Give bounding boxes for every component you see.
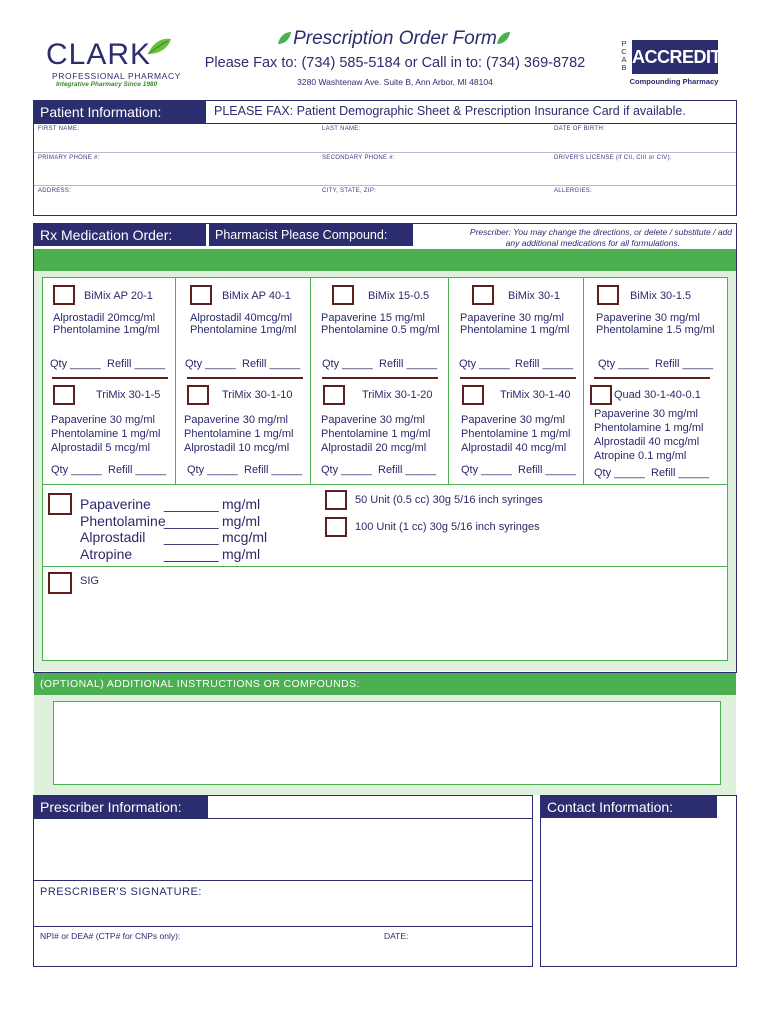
pharmacy-address: 3280 Washtenaw Ave. Suite B, Ann Arbor, MI 48104 — [297, 77, 493, 87]
accredited-badge: ACCREDITED — [632, 40, 718, 74]
dob-label: DATE OF BIRTH: — [554, 126, 605, 132]
qty-field[interactable]: Qty _____ — [321, 464, 372, 476]
allergies-label: ALLERGIES: — [554, 188, 593, 194]
fax-call-line: Please Fax to: (734) 585-5184 or Call in to: (734) 369-8782 — [204, 55, 586, 71]
custom-mix-names — [80, 496, 166, 562]
secondary-phone-label: SECONDARY PHONE #: — [322, 155, 395, 161]
med-checkbox[interactable] — [597, 285, 619, 305]
prescriber-note-1: Prescriber: You may change the directions, or delete / substitute / add — [469, 227, 732, 237]
med-title: TriMix 30-1-10 — [222, 389, 293, 401]
med-ingredient: Phentolamine 1 mg/ml — [184, 428, 294, 440]
logo-tagline: Integrative Pharmacy Since 1980 — [56, 81, 158, 88]
npi-dea-label: NPI# or DEA# (CTP# for CNPs only): — [40, 931, 181, 941]
sig-checkbox[interactable] — [48, 572, 72, 594]
med-title: BiMix 30-1.5 — [630, 290, 692, 302]
med-ingredient: Phentolamine 1 mg/ml — [461, 428, 571, 440]
rx-green-band — [34, 249, 736, 271]
logo-subtitle: PROFESSIONAL PHARMACY — [52, 71, 181, 81]
med-title: TriMix 30-1-5 — [96, 389, 161, 401]
optional-instructions-input[interactable] — [53, 701, 721, 785]
custom-ingredient-name: Alprostadil — [80, 529, 146, 545]
med-ingredient: Papaverine 30 mg/ml — [460, 312, 564, 324]
custom-unit: mg/ml — [222, 512, 261, 529]
contact-info-input[interactable] — [543, 820, 735, 964]
signature-label: PRESCRIBER'S SIGNATURE: — [40, 886, 202, 898]
med-title: TriMix 30-1-20 — [362, 389, 433, 401]
qty-field[interactable]: Qty _____ — [461, 464, 512, 476]
med-checkbox[interactable] — [53, 285, 75, 305]
custom-ingredient-name: Papaverine — [80, 496, 151, 512]
contact-section-label: Contact Information: — [541, 796, 717, 818]
med-ingredient: Phentolamine 1 mg/ml — [460, 324, 570, 336]
med-ingredient: Papaverine 30 mg/ml — [321, 414, 425, 426]
refill-field[interactable]: Refill _____ — [515, 358, 574, 370]
med-checkbox[interactable] — [590, 385, 612, 405]
prescriber-note-2: any additional medications for all formulations. — [505, 238, 680, 248]
med-ingredient: Alprostadil 5 mcg/ml — [51, 442, 151, 454]
rx-section-label: Rx Medication Order: — [34, 224, 206, 246]
custom-ingredient-name: Atropine — [80, 545, 133, 562]
med-ingredient: Alprostadil 40 mcg/ml — [594, 436, 700, 448]
med-checkbox[interactable] — [332, 285, 354, 305]
med-ingredient: Alprostadil 40mcg/ml — [190, 312, 293, 324]
form-title: Prescription Order Form — [293, 28, 497, 49]
primary-phone-label: PRIMARY PHONE #: — [38, 155, 100, 161]
med-ingredient: Papaverine 30 mg/ml — [184, 414, 288, 426]
custom-amount-field[interactable]: _______ — [164, 496, 219, 512]
med-title: BiMix AP 40-1 — [222, 290, 291, 302]
refill-field[interactable]: Refill _____ — [518, 464, 577, 476]
med-checkbox[interactable] — [190, 285, 212, 305]
patient-phone-row-field[interactable] — [34, 162, 736, 182]
qty-field[interactable]: Qty _____ — [598, 358, 649, 370]
sig-label: SIG — [80, 575, 99, 587]
refill-field[interactable]: Refill _____ — [107, 358, 166, 370]
med-ingredient: Papaverine 30 mg/ml — [461, 414, 565, 426]
med-ingredient: Phentolamine 1 mg/ml — [594, 422, 704, 434]
med-checkbox[interactable] — [323, 385, 345, 405]
prescriber-section-label: Prescriber Information: — [34, 796, 208, 818]
custom-unit: mcg/ml — [222, 529, 268, 545]
date-label: DATE: — [384, 931, 409, 941]
med-ingredient: Phentolamine 1mg/ml — [190, 324, 297, 336]
med-ingredient: Papaverine 30 mg/ml — [594, 408, 698, 420]
refill-field[interactable]: Refill _____ — [379, 358, 438, 370]
sig-input[interactable] — [100, 572, 720, 656]
med-ingredient: Phentolamine 1.5 mg/ml — [596, 324, 715, 336]
custom-unit: mg/ml — [222, 545, 261, 562]
med-ingredient: Papaverine 30 mg/ml — [51, 414, 155, 426]
city-state-zip-label: CITY, STATE, ZIP: — [322, 188, 377, 194]
refill-field[interactable]: Refill _____ — [655, 358, 714, 370]
custom-amount-field[interactable]: _______ — [164, 512, 219, 529]
med-checkbox[interactable] — [462, 385, 484, 405]
address-label: ADDRESS: — [38, 188, 72, 194]
qty-field[interactable]: Qty _____ — [459, 358, 510, 370]
med-ingredient: Alprostadil 10 mcg/ml — [184, 442, 290, 454]
med-ingredient: Alprostadil 20 mcg/ml — [321, 442, 427, 454]
syringe-100-label: 100 Unit (1 cc) 30g 5/16 inch syringes — [355, 521, 540, 533]
med-ingredient: Phentolamine 0.5 mg/ml — [321, 324, 440, 336]
compounding-pharmacy-label: Compounding Pharmacy — [629, 77, 719, 86]
med-ingredient: Papaverine 30 mg/ml — [596, 312, 700, 324]
qty-field[interactable]: Qty _____ — [594, 467, 645, 479]
custom-ingredient-name: Phentolamine — [80, 512, 166, 529]
refill-field[interactable]: Refill _____ — [244, 464, 303, 476]
leaf-logo-icon — [146, 36, 172, 58]
qty-field[interactable]: Qty _____ — [185, 358, 236, 370]
med-ingredient: Phentolamine 1 mg/ml — [321, 428, 431, 440]
custom-unit: mg/ml — [222, 496, 261, 512]
med-ingredient: Phentolamine 1mg/ml — [53, 324, 160, 336]
med-title: TriMix 30-1-40 — [500, 389, 571, 401]
prescriber-info-input[interactable] — [36, 820, 530, 878]
med-ingredient: Alprostadil 40 mcg/ml — [461, 442, 567, 454]
med-title: BiMix 30-1 — [508, 290, 560, 302]
signature-field[interactable] — [36, 900, 530, 924]
custom-mix-checkbox[interactable] — [48, 493, 72, 515]
logo-name: CLARK — [46, 38, 152, 71]
refill-field[interactable]: Refill _____ — [378, 464, 437, 476]
compound-note: Pharmacist Please Compound: — [209, 224, 413, 246]
drivers-license-label: DRIVER'S LICENSE (if CII, CIII or CIV): — [554, 155, 672, 161]
npi-date-field[interactable] — [36, 942, 530, 964]
med-checkbox[interactable] — [187, 385, 209, 405]
last-name-label: LAST NAME: — [322, 126, 361, 132]
syringe-100-checkbox[interactable] — [325, 517, 347, 537]
qty-field[interactable]: Qty _____ — [50, 358, 101, 370]
qty-field[interactable]: Qty _____ — [322, 358, 373, 370]
refill-field[interactable]: Refill _____ — [242, 358, 301, 370]
patient-fax-note: PLEASE FAX: Patient Demographic Sheet & Prescription Insurance Card if available. — [214, 104, 686, 118]
refill-field[interactable]: Refill _____ — [651, 467, 710, 479]
med-ingredient: Alprostadil 20mcg/ml — [53, 312, 156, 324]
patient-name-row-field[interactable] — [34, 132, 736, 150]
leaf-icon — [495, 30, 511, 46]
custom-amount-field[interactable]: _______ — [164, 545, 219, 562]
refill-field[interactable]: Refill _____ — [108, 464, 167, 476]
med-title: Quad 30-1-40-0.1 — [614, 389, 701, 401]
custom-mix-units — [222, 496, 267, 562]
med-checkbox[interactable] — [53, 385, 75, 405]
qty-field[interactable]: Qty _____ — [51, 464, 102, 476]
custom-mix-amounts — [164, 496, 219, 562]
optional-instructions-label: (OPTIONAL) ADDITIONAL INSTRUCTIONS OR COMPOUNDS: — [34, 673, 736, 695]
pcab-logo: P C A B — [621, 39, 627, 72]
med-ingredient: Papaverine 15 mg/ml — [321, 312, 425, 324]
syringe-50-label: 50 Unit (0.5 cc) 30g 5/16 inch syringes — [355, 494, 543, 506]
med-ingredient: Atropine 0.1 mg/ml — [594, 450, 687, 462]
qty-field[interactable]: Qty _____ — [187, 464, 238, 476]
custom-amount-field[interactable]: _______ — [164, 529, 219, 545]
med-ingredient: Phentolamine 1 mg/ml — [51, 428, 161, 440]
med-title: BiMix 15-0.5 — [368, 290, 430, 302]
syringe-50-checkbox[interactable] — [325, 490, 347, 510]
patient-section-label: Patient Information: — [34, 101, 206, 123]
patient-address-row-field[interactable] — [34, 195, 736, 215]
med-title: BiMix AP 20-1 — [84, 290, 153, 302]
first-name-label: FIRST NAME: — [38, 126, 80, 132]
med-checkbox[interactable] — [472, 285, 494, 305]
